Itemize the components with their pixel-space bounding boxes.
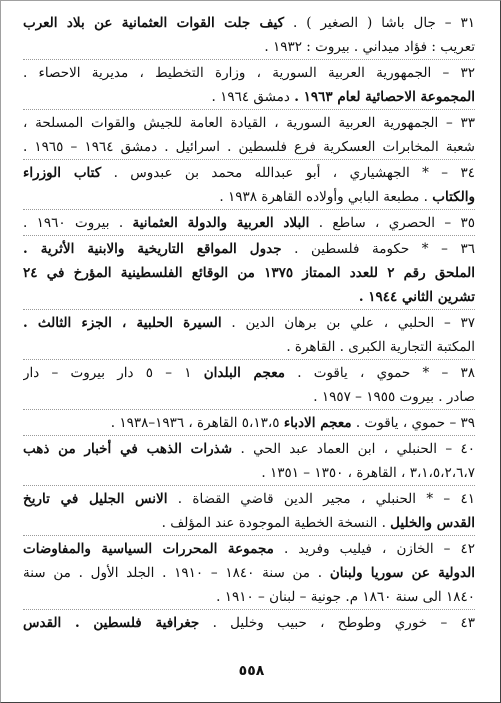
entry-text: دمشق ١٩٦٤ . bbox=[211, 89, 295, 105]
entry-title: معجم الادباء bbox=[283, 415, 352, 431]
entry-39-line-1 bbox=[23, 411, 475, 435]
entry-42-line-3 bbox=[23, 585, 475, 609]
entry-33-line-1 bbox=[23, 111, 475, 135]
entry-38-line-2 bbox=[23, 385, 475, 409]
entry-37-line-1 bbox=[23, 311, 475, 335]
entry-title: كتاب الوزراء bbox=[23, 165, 102, 181]
entry-33-line-2 bbox=[23, 135, 475, 159]
entry-title: كيف جلت القوات العثمانية عن بلاد العرب bbox=[23, 15, 285, 31]
entry-text: ٣٨ – * حموي ، ياقوت . bbox=[284, 365, 475, 381]
entry-text: ٤٣ – خوري وطوطح ، حبيب وخليل . bbox=[199, 615, 475, 631]
entry-31-line-2 bbox=[23, 35, 475, 59]
entry-text: ١ – ٥ دار بيروت – دار bbox=[23, 365, 204, 381]
entry-31-line-1 bbox=[23, 11, 475, 35]
entry-title: شذرات الذهب في أخبار من ذهب bbox=[23, 441, 233, 457]
entry-41-line-1 bbox=[23, 487, 475, 511]
entry-40-line-2 bbox=[23, 461, 475, 485]
entry-text: ٣٩ – حموي ، ياقوت . bbox=[351, 415, 475, 431]
entry-36-line-3 bbox=[23, 285, 475, 309]
entry-text: . مطبعة البابي وأولاده القاهرة ١٩٣٨ . bbox=[219, 189, 433, 205]
entry-text: ٤٠ – الحنبلي ، ابن العماد عبد الحي . bbox=[232, 441, 475, 457]
entry-34-line-2 bbox=[23, 185, 475, 209]
entry-title: المجموعة الاحصائية لعام ١٩٦٣ . bbox=[294, 89, 475, 105]
entry-text: صادر . بيروت ١٩٥٥ – ١٩٥٧ . bbox=[313, 389, 475, 405]
entry-text: . النسخة الخطية الموجودة عند المؤلف . bbox=[161, 515, 391, 531]
entry-title: تشرين الثاني ١٩٤٤ . bbox=[358, 289, 475, 305]
entry-34-line-1 bbox=[23, 161, 475, 185]
entry-35-line-1 bbox=[23, 211, 475, 235]
entry-43-line-1 bbox=[23, 611, 475, 635]
entry-40-line-1 bbox=[23, 437, 475, 461]
entry-title: الملحق رقم ٢ للعدد الممتاز ١٣٧٥ من الوقائع الفلسطينية المؤرخ في ٢٤ bbox=[23, 265, 475, 281]
entry-text: . من سنة ١٨٤٠ – ١٩١٠ . الجلد الأول . من سنة bbox=[23, 565, 330, 581]
entry-text: ٣١ – جال باشا ( الصغير ) . bbox=[284, 15, 475, 31]
entry-37-line-2 bbox=[23, 335, 475, 359]
entry-title: جغرافية فلسطين . القدس bbox=[23, 615, 200, 631]
entry-title: الدولية عن سوريا ولبنان bbox=[329, 565, 475, 581]
page-number: ٥٥٨ bbox=[238, 663, 265, 679]
entry-text: ٣٣ – الجمهورية العربية السورية ، القيادة العامة للجيش والقوات المسلحة ، bbox=[23, 115, 475, 131]
entry-text: ٤١ – * الحنبلي ، مجير الدين قاضي القضاة . bbox=[167, 491, 475, 507]
entry-text: تعريب : فؤاد ميداني . بيروت : ١٩٣٢ . bbox=[264, 39, 475, 55]
entry-text: . بيروت ١٩٦٠ . bbox=[23, 215, 133, 231]
entry-text: ٣٤ – * الجهشياري ، أبو عبدالله محمد بن عبدوس . bbox=[101, 165, 475, 181]
entry-32-line-1 bbox=[23, 61, 475, 85]
entry-text: ٣٢ – الجمهورية العربية السورية ، وزارة التخطيط ، مديرية الاحصاء . bbox=[23, 65, 475, 81]
entry-41-line-2 bbox=[23, 511, 475, 535]
entry-text: ٣٧ – الحلبي ، علي بن برهان الدين . bbox=[221, 315, 475, 331]
entry-title: البلاد العربية والدولة العثمانية bbox=[132, 215, 310, 231]
entry-text: ٤٢ – الخازن ، فيليب وفريد . bbox=[273, 541, 475, 557]
entry-text: ٥،١٣،٥ القاهرة ، ١٩٣٦–١٩٣٨ . bbox=[110, 415, 284, 431]
entry-title: والكتاب bbox=[432, 189, 475, 205]
entry-text: شعبة المخابرات العسكرية فرع فلسطين . اسرائيل . دمشق ١٩٦٤ – ١٩٦٥ . bbox=[23, 139, 475, 155]
entry-title: معجم البلدان bbox=[203, 365, 285, 381]
entry-text: ٣٥ – الحصري ، ساطع . bbox=[309, 215, 475, 231]
entry-36-line-2 bbox=[23, 261, 475, 285]
entry-36-line-1 bbox=[23, 237, 475, 261]
entry-text: ٣٦ – * حكومة فلسطين . bbox=[281, 241, 475, 257]
entry-text: المكتبة التجارية الكبرى . القاهرة . bbox=[286, 339, 475, 355]
entry-title: القدس والخليل bbox=[390, 515, 475, 531]
entry-42-line-2 bbox=[23, 561, 475, 585]
entry-38-line-1 bbox=[23, 361, 475, 385]
entry-text: ٣،١،٥،٢،٦،٧ ، القاهرة ، ١٣٥٠ – ١٣٥١ . bbox=[261, 465, 475, 481]
entry-42-line-1 bbox=[23, 537, 475, 561]
entry-32-line-2 bbox=[23, 85, 475, 109]
entry-title: السيرة الحلبية ، الجزء الثالث . bbox=[23, 315, 222, 331]
entry-title: جدول المواقع التاريخية والابنية الأثرية . bbox=[23, 241, 282, 257]
entry-text: ١٨٤٠ الى سنة ١٨٦٠ م. جونية – لبنان – ١٩١٠ . bbox=[216, 589, 475, 605]
entry-title: مجموعة المحررات السياسية والمفاوضات bbox=[23, 541, 274, 557]
entry-title: الانس الجليل في تاريخ bbox=[23, 491, 168, 507]
bibliography-page bbox=[23, 11, 475, 635]
